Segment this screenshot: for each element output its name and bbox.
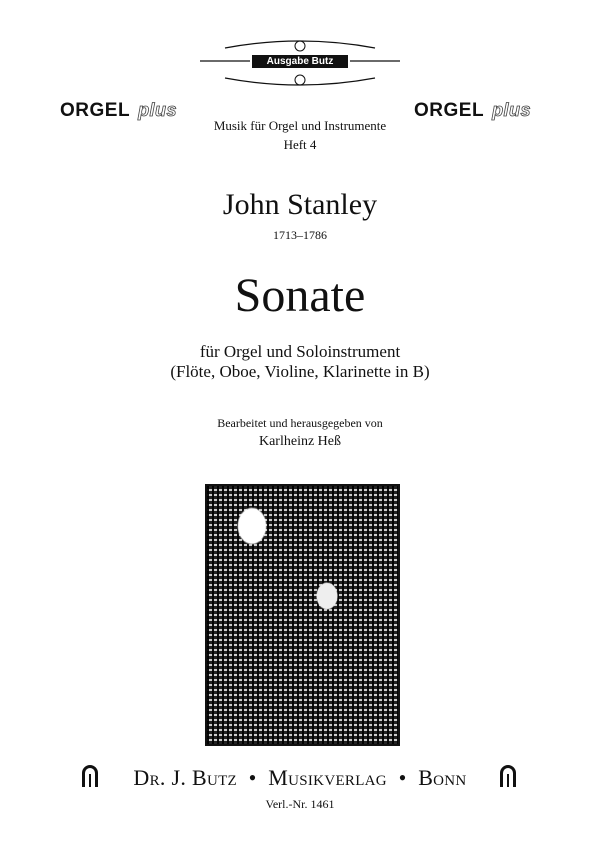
separator: • bbox=[398, 765, 407, 790]
work-subtitle-2: (Flöte, Oboe, Violine, Klarinette in B) bbox=[170, 362, 430, 381]
series-title: Musik für Orgel und Instrumente bbox=[213, 118, 387, 133]
publisher-city: Bonn bbox=[418, 765, 467, 790]
work-title: Sonate bbox=[234, 269, 366, 322]
publisher-name: Dr. J. Butz bbox=[133, 765, 238, 790]
logo-main: ORGEL bbox=[60, 100, 131, 121]
separator: • bbox=[248, 765, 257, 790]
logo-sub: plus bbox=[138, 100, 178, 120]
work-subtitle-1: für Orgel und Soloinstrument bbox=[199, 342, 401, 361]
editor-label: Bearbeitet und herausgegeben von bbox=[217, 416, 383, 430]
editor-name: Karlheinz Heß bbox=[258, 434, 342, 449]
banner-label: Ausgabe Butz bbox=[252, 55, 348, 68]
publisher-type: Musikverlag bbox=[268, 765, 387, 790]
composer-dates: 1713–1786 bbox=[273, 228, 327, 242]
cover-illustration bbox=[205, 484, 400, 746]
catalog-number: Verl.-Nr. 1461 bbox=[265, 797, 335, 811]
composer-name: John Stanley bbox=[222, 188, 378, 221]
publisher-line bbox=[0, 765, 600, 791]
series-volume: Heft 4 bbox=[283, 137, 317, 152]
logo-sub: plus bbox=[492, 100, 532, 120]
ausgabe-butz-banner bbox=[200, 38, 400, 88]
logo-main: ORGEL bbox=[414, 100, 485, 121]
